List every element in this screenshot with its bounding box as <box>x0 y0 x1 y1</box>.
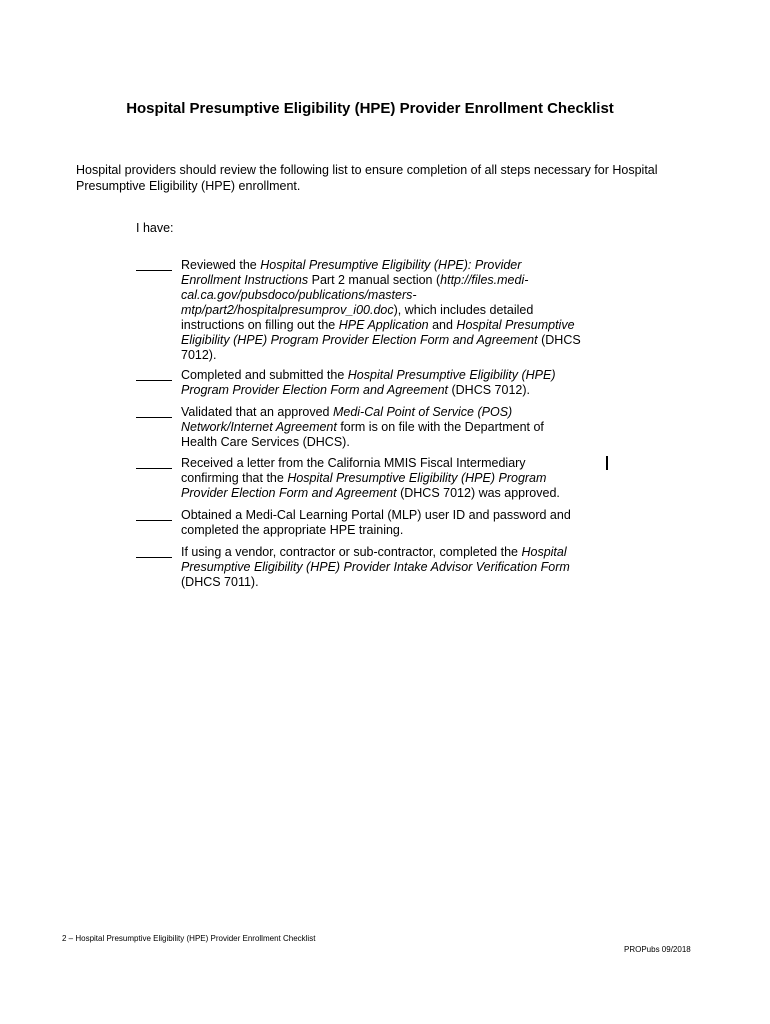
checklist-item-validate-pos-agreement <box>136 405 616 450</box>
footer-page-label: 2 – Hospital Presumptive Eligibility (HPE) Provider Enrollment Checklist <box>62 934 316 943</box>
checkbox-blank-line[interactable] <box>136 545 172 558</box>
checkbox-blank-line[interactable] <box>136 405 172 418</box>
checklist-item-received-approval-letter <box>136 456 616 501</box>
checklist-item-text: Reviewed the Hospital Presumptive Eligibility (HPE): Provider Enrollment Instructions Part 2 manual section (http://files.medi-cal.ca.gov/pubsdoco/publications/masters-mtp/part2/hospitalpresumprov_i00.doc), which includes detailed instructions on filling out the HPE Application and Hospital Presumptive Eligibility (HPE) Program Provider Election Form and Agreement (DHCS 7012). <box>181 258 581 362</box>
checkbox-blank-line[interactable] <box>136 508 172 521</box>
checklist-item-vendor-verification <box>136 545 616 590</box>
checkbox-blank-line[interactable] <box>136 368 172 381</box>
checklist-item-text: Obtained a Medi-Cal Learning Portal (MLP) user ID and password and completed the appropriate HPE training. <box>181 508 571 537</box>
checklist-item-text: Completed and submitted the Hospital Presumptive Eligibility (HPE) Program Provider Election Form and Agreement (DHCS 7012). <box>181 368 556 397</box>
text-cursor-mark <box>606 456 608 470</box>
i-have-label: I have: <box>136 221 174 235</box>
footer-publication-date: PROPubs 09/2018 <box>624 945 691 954</box>
checklist-item-mlp-training <box>136 508 616 538</box>
checklist-item-submit-election-form <box>136 368 616 398</box>
checklist-item-review-instructions <box>136 258 616 363</box>
checklist-item-text: Received a letter from the California MMIS Fiscal Intermediary confirming that the Hospital Presumptive Eligibility (HPE) Program Provider Election Form and Agreement (DHCS 7012) was approved. <box>181 456 560 500</box>
page-title: Hospital Presumptive Eligibility (HPE) Provider Enrollment Checklist <box>126 100 614 117</box>
checkbox-blank-line[interactable] <box>136 258 172 271</box>
intro-paragraph: Hospital providers should review the following list to ensure completion of all steps necessary for Hospital Presumptive Eligibility (HPE) enrollment. <box>76 163 658 193</box>
checkbox-blank-line[interactable] <box>136 456 172 469</box>
checklist-item-text: If using a vendor, contractor or sub-contractor, completed the Hospital Presumptive Eligibility (HPE) Provider Intake Advisor Verification Form (DHCS 7011). <box>181 545 570 589</box>
checklist-item-text: Validated that an approved Medi-Cal Point of Service (POS) Network/Internet Agreement form is on file with the Department of Health Care Services (DHCS). <box>181 405 544 449</box>
